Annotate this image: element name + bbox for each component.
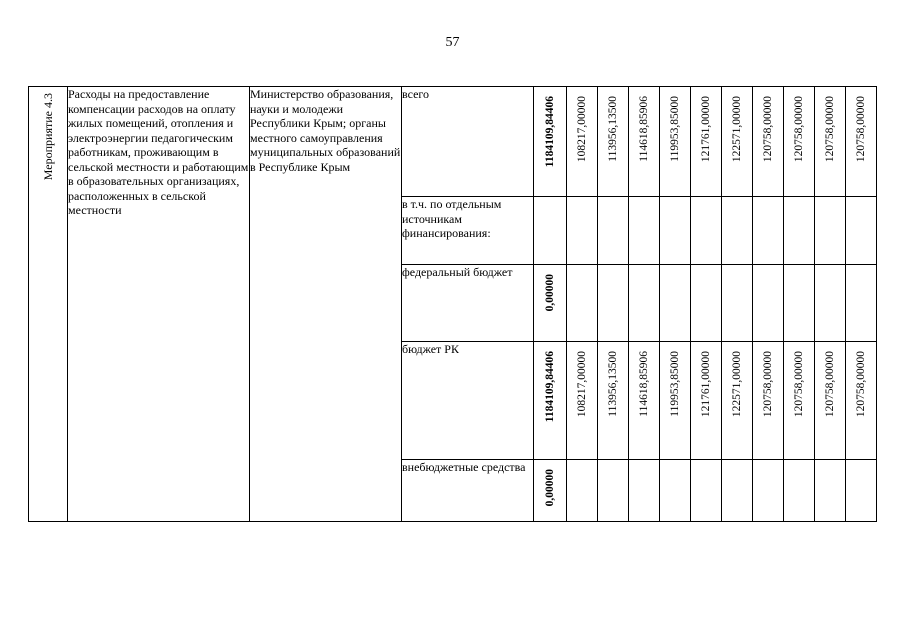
value-cell xyxy=(753,342,784,460)
value-cell xyxy=(722,87,753,197)
value-cell xyxy=(629,197,660,265)
value-cell xyxy=(691,460,722,522)
value-text: 108217,00000 xyxy=(575,96,588,163)
value-text: 119953,85000 xyxy=(668,351,681,417)
source-cell xyxy=(402,342,534,460)
value-text: 1184109,84406 xyxy=(543,96,556,168)
value-cell xyxy=(815,197,846,265)
source-cell xyxy=(402,87,534,197)
value-cell xyxy=(629,265,660,342)
value-cell xyxy=(629,87,660,197)
value-cell xyxy=(815,342,846,460)
value-cell xyxy=(598,197,629,265)
value-cell xyxy=(691,87,722,197)
value-cell xyxy=(567,197,598,265)
value-cell xyxy=(846,342,877,460)
value-cell xyxy=(660,87,691,197)
source-label: внебюджетные средства xyxy=(402,460,526,474)
value-cell xyxy=(598,265,629,342)
value-text: 120758,00000 xyxy=(761,96,774,163)
value-text: 120758,00000 xyxy=(823,96,836,163)
budget-table xyxy=(28,86,877,522)
value-cell xyxy=(784,87,815,197)
value-cell xyxy=(660,197,691,265)
value-cell xyxy=(846,197,877,265)
value-cell xyxy=(660,265,691,342)
value-text: 0,00000 xyxy=(543,469,556,507)
value-cell xyxy=(629,460,660,522)
value-cell xyxy=(691,197,722,265)
value-text: 113956,13500 xyxy=(606,96,619,162)
source-label: всего xyxy=(402,87,430,101)
description-cell xyxy=(68,87,250,522)
source-label: бюджет РК xyxy=(402,342,459,356)
value-cell xyxy=(784,460,815,522)
value-text: 108217,00000 xyxy=(575,351,588,418)
value-cell xyxy=(534,265,567,342)
value-cell xyxy=(784,265,815,342)
value-text: 113956,13500 xyxy=(606,351,619,417)
value-cell xyxy=(567,87,598,197)
value-cell xyxy=(753,197,784,265)
value-cell xyxy=(722,197,753,265)
executors-cell xyxy=(250,87,402,522)
value-cell xyxy=(691,342,722,460)
value-text: 122571,00000 xyxy=(730,351,743,418)
source-cell xyxy=(402,265,534,342)
value-cell xyxy=(534,197,567,265)
source-label: в т.ч. по отдельным источникам финансирования: xyxy=(402,197,502,240)
value-text: 120758,00000 xyxy=(761,351,774,418)
page-number: 57 xyxy=(445,35,460,50)
value-text: 119953,85000 xyxy=(668,96,681,162)
value-text: 120758,00000 xyxy=(792,96,805,163)
value-cell xyxy=(567,342,598,460)
value-cell xyxy=(815,265,846,342)
value-text: 120758,00000 xyxy=(854,351,867,418)
value-text: 121761,00000 xyxy=(699,96,712,163)
value-cell xyxy=(753,265,784,342)
value-text: 120758,00000 xyxy=(823,351,836,418)
table-row xyxy=(29,87,877,197)
value-cell xyxy=(660,342,691,460)
value-text: 114618,85906 xyxy=(637,351,650,417)
value-cell xyxy=(753,87,784,197)
source-label: федеральный бюджет xyxy=(402,265,513,279)
description-text: Расходы на предоставление компенсации расходов на оплату жилых помещений, отопления и электроэнергии педагогическим работникам, проживающим в сельской местности и работающим в образовательных организациях, расположенных в сельской местности xyxy=(68,87,249,217)
value-cell xyxy=(598,460,629,522)
value-text: 122571,00000 xyxy=(730,96,743,163)
value-cell xyxy=(534,87,567,197)
value-cell xyxy=(784,197,815,265)
value-text: 120758,00000 xyxy=(792,351,805,418)
event-label-cell xyxy=(29,87,68,522)
value-cell xyxy=(691,265,722,342)
source-cell xyxy=(402,197,534,265)
value-cell xyxy=(722,342,753,460)
value-cell xyxy=(784,342,815,460)
value-cell xyxy=(567,460,598,522)
value-cell xyxy=(534,342,567,460)
value-cell xyxy=(846,265,877,342)
value-text: 121761,00000 xyxy=(699,351,712,418)
value-cell xyxy=(534,460,567,522)
value-cell xyxy=(722,460,753,522)
value-cell xyxy=(567,265,598,342)
value-cell xyxy=(846,460,877,522)
value-cell xyxy=(598,342,629,460)
value-cell xyxy=(598,87,629,197)
value-cell xyxy=(629,342,660,460)
executors-text: Министерство образования, науки и молодежи Республики Крым; органы местного самоуправления муниципальных образований в Республике Крым xyxy=(250,87,401,174)
value-cell xyxy=(753,460,784,522)
value-cell xyxy=(660,460,691,522)
event-label: Мероприятие 4.3 xyxy=(40,93,55,181)
value-text: 1184109,84406 xyxy=(543,351,556,423)
source-cell xyxy=(402,460,534,522)
value-cell xyxy=(815,460,846,522)
value-cell xyxy=(722,265,753,342)
value-text: 120758,00000 xyxy=(854,96,867,163)
value-text: 114618,85906 xyxy=(637,96,650,162)
value-cell xyxy=(815,87,846,197)
value-cell xyxy=(846,87,877,197)
value-text: 0,00000 xyxy=(543,274,556,312)
